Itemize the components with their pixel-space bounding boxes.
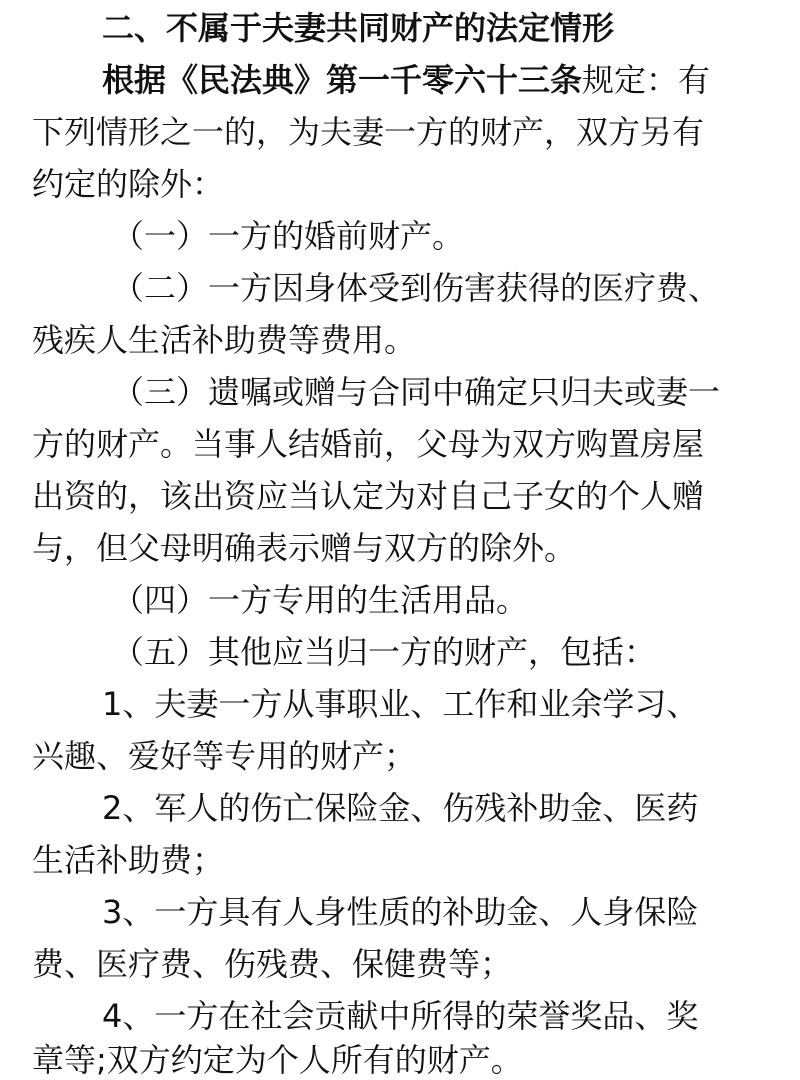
clause-5: （五）其他应当归一方的财产，包括： <box>112 633 657 671</box>
paragraph-line: 方的财产。当事人结婚前，父母为双方购置房屋 <box>32 425 705 463</box>
item-4: 4、一方在社会贡献中所得的荣誉奖品、奖 <box>102 997 699 1035</box>
item-2: 2、军人的伤亡保险金、伤残补助金、医药 <box>102 789 699 827</box>
paragraph-line: 残疾人生活补助费等费用。 <box>32 321 417 359</box>
paragraph-line: 出资的，该出资应当认定为对自己子女的个人赠 <box>32 477 705 515</box>
paragraph-line: 章等;双方约定为个人所有的财产。 <box>32 1041 523 1079</box>
paragraph-line: 费、医疗费、伤残费、保健费等； <box>32 945 513 983</box>
paragraph-line: 与，但父母明确表示赠与双方的除外。 <box>32 529 577 567</box>
paragraph-line: 生活补助费； <box>32 841 225 879</box>
law-citation: 根据《民法典》第一千零六十三条 <box>102 61 583 99</box>
clause-4: （四）一方专用的生活用品。 <box>112 581 529 619</box>
clause-2: （二）一方因身体受到伤害获得的医疗费、 <box>112 269 721 307</box>
item-3: 3、一方具有人身性质的补助金、人身保险 <box>102 893 699 931</box>
paragraph-line: 兴趣、爱好等专用的财产； <box>32 737 417 775</box>
section-title: 二、不属于夫妻共同财产的法定情形 <box>102 9 615 47</box>
clause-1: （一）一方的婚前财产。 <box>112 217 465 255</box>
item-1: 1、夫妻一方从事职业、工作和业余学习、 <box>102 685 699 723</box>
intro-line <box>102 60 710 100</box>
intro-text: 规定：有 <box>582 61 711 99</box>
clause-3: （三）遗嘱或赠与合同中确定只归夫或妻一 <box>112 373 721 411</box>
paragraph-line: 下列情形之一的，为夫妻一方的财产，双方另有 <box>32 113 705 151</box>
paragraph-line: 约定的除外： <box>32 165 225 203</box>
